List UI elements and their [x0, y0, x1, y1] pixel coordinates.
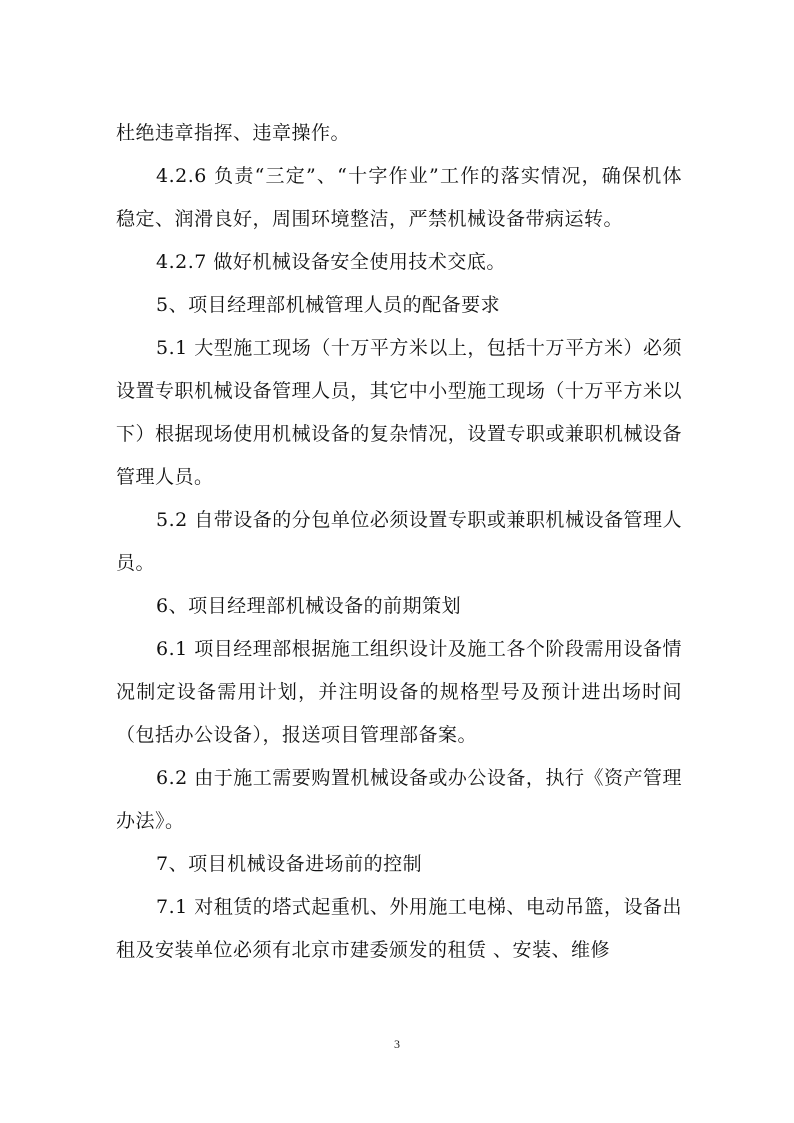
section-heading-7: 7、项目机械设备进场前的控制: [156, 853, 423, 875]
page-number: 3: [394, 1037, 400, 1051]
paragraph-4-2-6: 4.2.6 负责“三定”、“十字作业”工作的落实情况，确保机体稳定、润滑良好，周围环境整洁，严禁机械设备带病运转。: [116, 165, 682, 230]
paragraph-7-1: 7.1 对租赁的塔式起重机、外用施工电梯、电动吊篮，设备出租及安装单位必须有北京市建委颁发的租赁 、安装、维修: [116, 896, 682, 961]
section-heading-6: 6、项目经理部机械设备的前期策划: [156, 595, 462, 617]
paragraph-6-2: 6.2 由于施工需要购置机械设备或办公设备，执行《资产管理办法》。: [116, 767, 682, 832]
paragraph-6-1: 6.1 项目经理部根据施工组织设计及施工各个阶段需用设备情况制定设备需用计划，并注明设备的规格型号及预计进出场时间（包括办公设备），报送项目管理部备案。: [116, 638, 682, 746]
paragraph-5-1: 5.1 大型施工现场（十万平方米以上，包括十万平方米）必须设置专职机械设备管理人员，其它中小型施工现场（十万平方米以下）根据现场使用机械设备的复杂情况，设置专职或兼职机械设备管理人员。: [116, 337, 682, 488]
section-heading-5: 5、项目经理部机械管理人员的配备要求: [156, 294, 501, 316]
paragraph-1: 杜绝违章指挥、违章操作。: [116, 122, 351, 144]
document-body: [116, 112, 682, 972]
paragraph-4-2-7: 4.2.7 做好机械设备安全使用技术交底。: [156, 251, 506, 273]
paragraph-5-2: 5.2 自带设备的分包单位必须设置专职或兼职机械设备管理人员。: [116, 509, 682, 574]
